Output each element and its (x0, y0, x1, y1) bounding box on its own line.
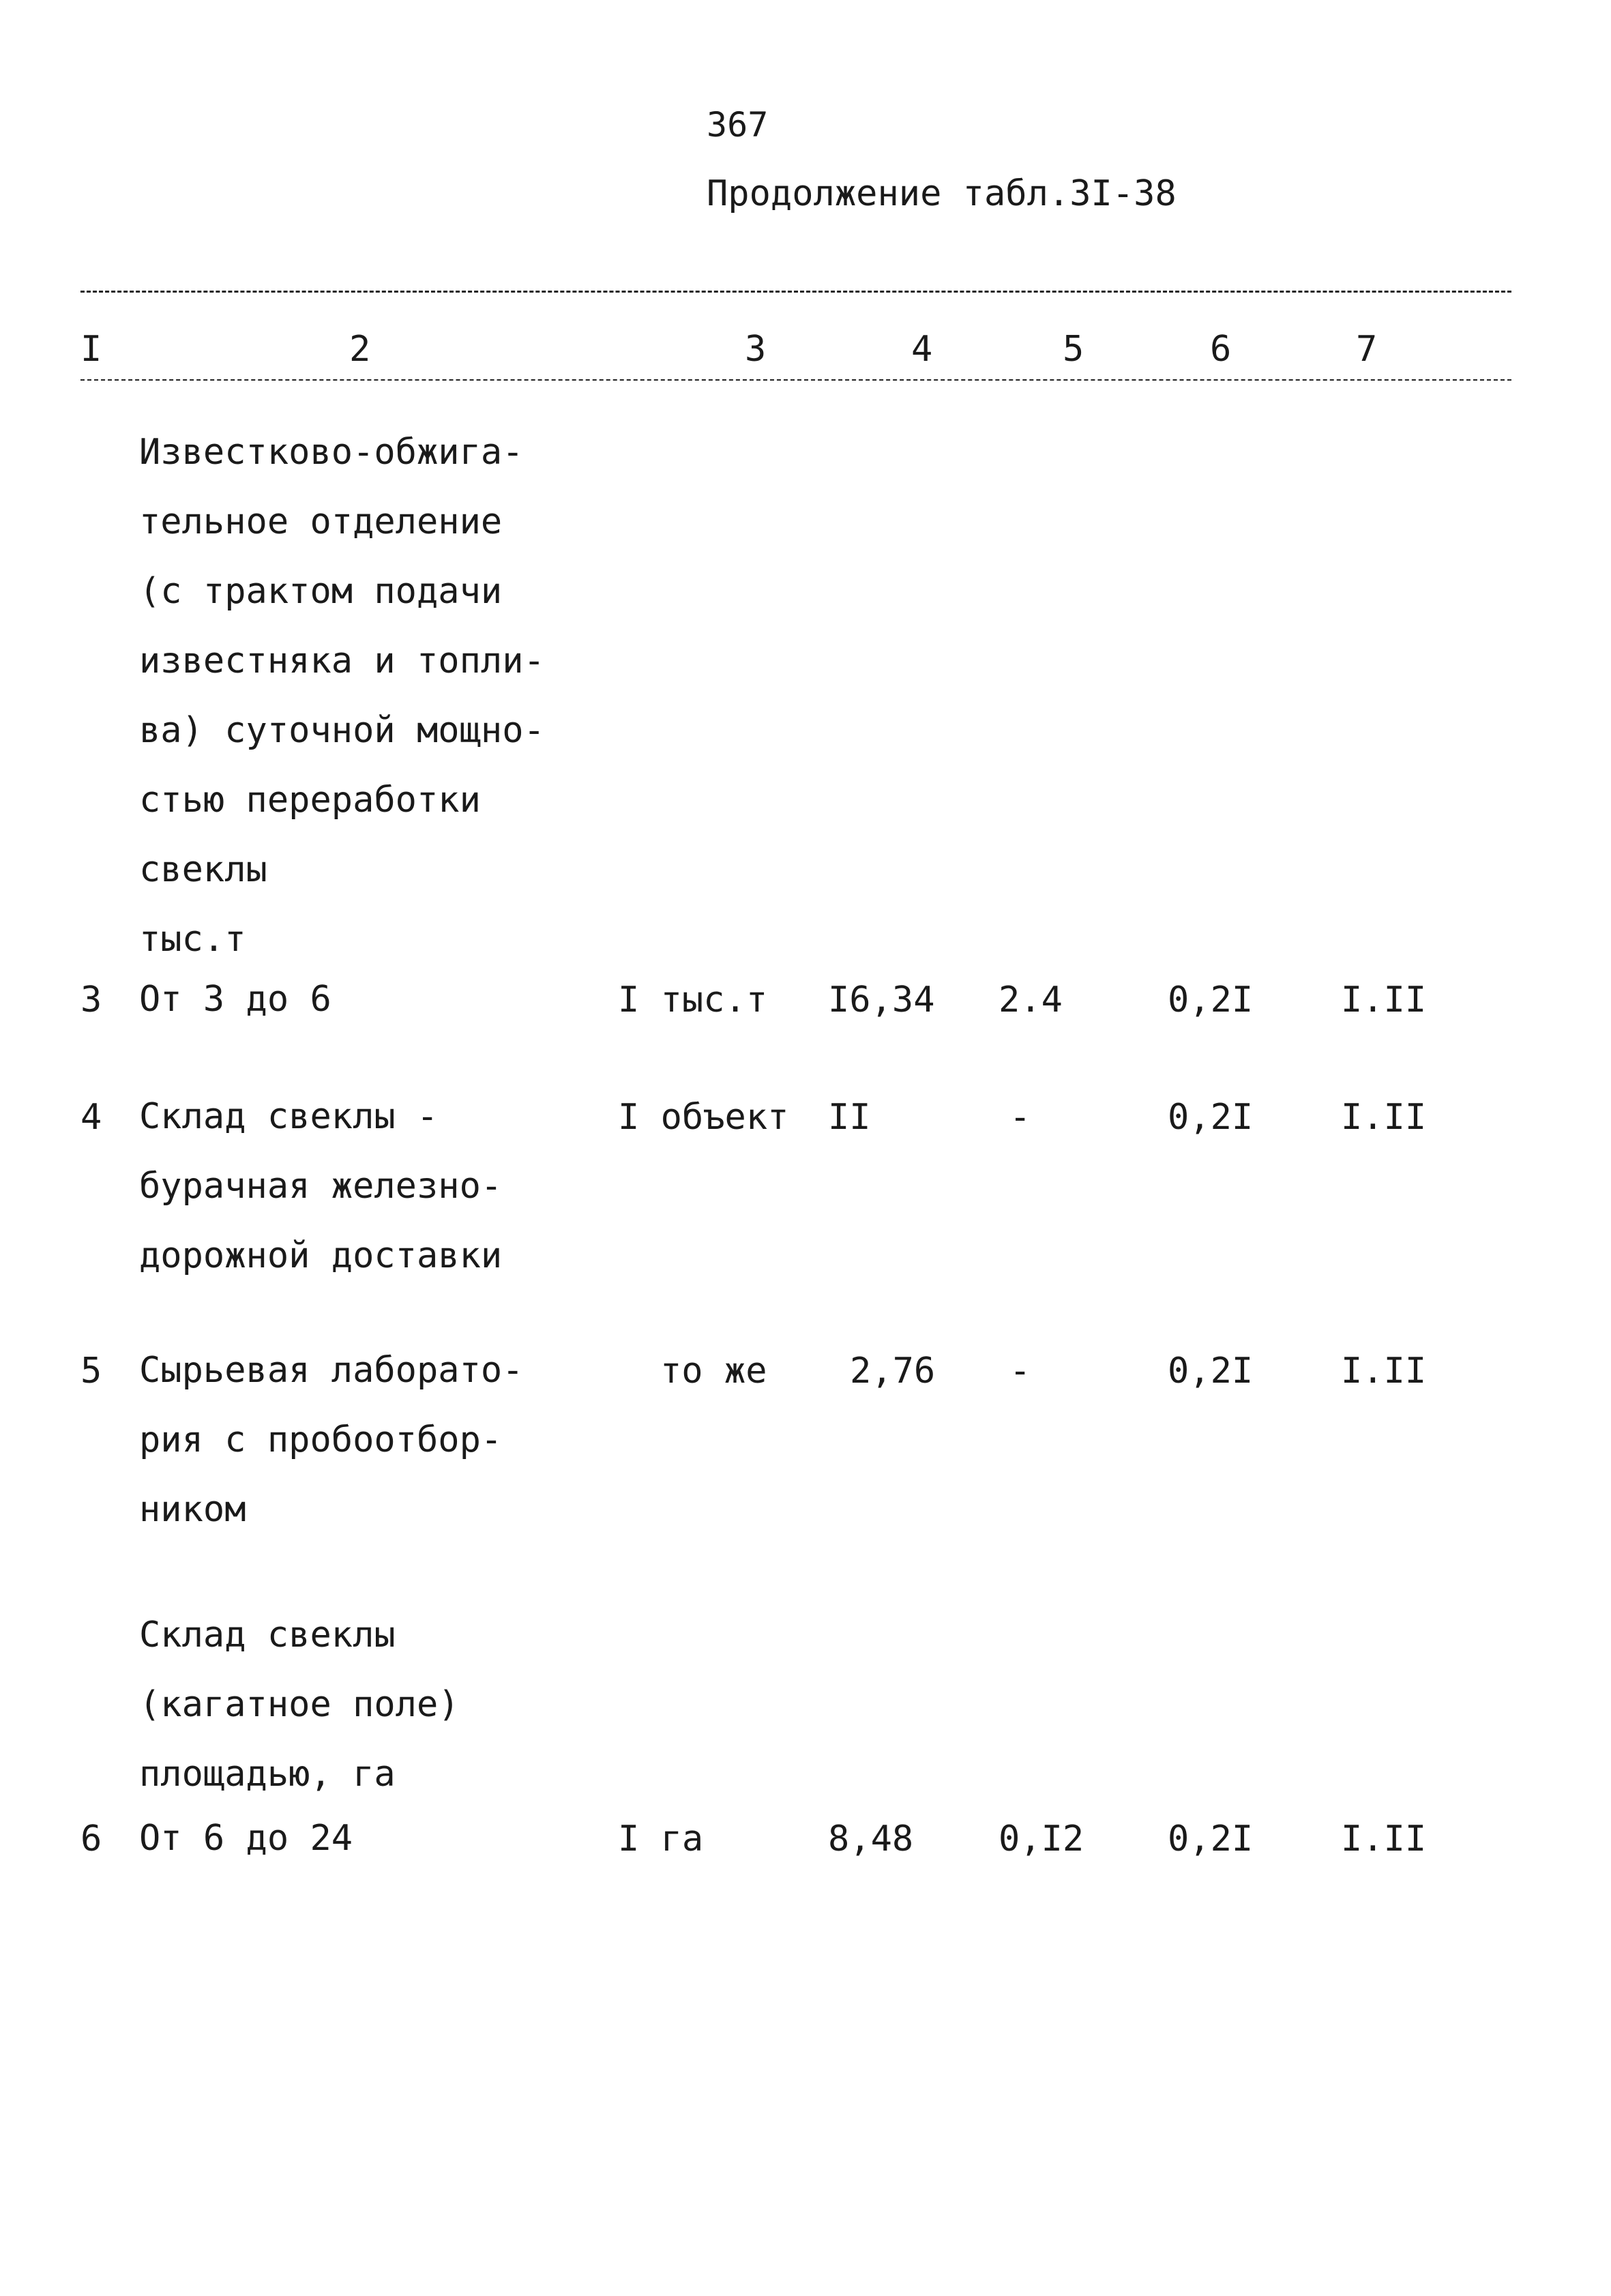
description-line: От 3 до 6 (139, 979, 331, 1020)
description-line: известняка и топли- (139, 641, 545, 681)
row-description (139, 1804, 562, 1873)
description-line: ником (139, 1489, 246, 1530)
row-col6: 0,2I (1168, 980, 1254, 1020)
description-line: Известково-обжига- (139, 432, 524, 473)
row-description (139, 1082, 562, 1291)
row-col4: II (828, 1097, 871, 1138)
table-top-rule (80, 291, 1511, 293)
description-line: стью переработки (139, 780, 481, 821)
description-line: тельное отделение (139, 501, 503, 542)
row-col6: 0,2I (1168, 1819, 1254, 1859)
row-number: 5 (80, 1351, 102, 1392)
description-line: бурачная железно- (139, 1166, 503, 1207)
row-col4: 2,76 (850, 1351, 936, 1392)
row-description (139, 1336, 562, 1544)
row-unit: I тыс.т (618, 980, 768, 1020)
description-line: рия с пробоотбор- (139, 1419, 503, 1460)
column-header-1: I (80, 329, 102, 370)
column-header-2: 2 (349, 329, 371, 370)
row-col4: 8,48 (828, 1819, 914, 1859)
row-col5: 0,I2 (999, 1819, 1084, 1859)
row-number: 3 (80, 980, 102, 1020)
row-col6: 0,2I (1168, 1097, 1254, 1138)
column-header-4: 4 (911, 329, 933, 370)
intro-description (139, 417, 562, 974)
description-line: площадью, га (139, 1754, 396, 1795)
row-col7: I.II (1341, 1097, 1427, 1138)
row-number: 6 (80, 1819, 102, 1859)
description-line: тыс.т (139, 919, 246, 960)
description-line: ва) суточной мощно- (139, 710, 545, 751)
row-col5: - (1009, 1351, 1031, 1392)
description-line: Склад свеклы - (139, 1096, 439, 1137)
row-number: 4 (80, 1097, 102, 1138)
row-description (139, 965, 562, 1034)
description-line: дорожной доставки (139, 1235, 503, 1276)
description-line: От 6 до 24 (139, 1818, 353, 1859)
row-col6: 0,2I (1168, 1351, 1254, 1392)
page-number: 367 (707, 105, 769, 145)
row-col7: I.II (1341, 980, 1427, 1020)
row-col7: I.II (1341, 1351, 1427, 1392)
row-unit: то же (660, 1351, 767, 1392)
table-continuation-title: Продолжение табл.3I-38 (707, 173, 1177, 214)
description-line: (кагатное поле) (139, 1684, 460, 1725)
description-line: Сырьевая лаборато- (139, 1350, 524, 1391)
warehouse-description (139, 1600, 562, 1809)
row-col5: 2.4 (999, 980, 1063, 1020)
column-header-7: 7 (1356, 329, 1378, 370)
table-header-rule (80, 379, 1511, 381)
description-line: Склад свеклы (139, 1615, 396, 1655)
description-line: (с трактом подачи (139, 571, 503, 612)
column-header-6: 6 (1210, 329, 1232, 370)
row-col4: I6,34 (828, 980, 935, 1020)
row-col7: I.II (1341, 1819, 1427, 1859)
row-unit: I га (618, 1819, 704, 1859)
row-unit: I объект (618, 1097, 789, 1138)
row-col5: - (1009, 1097, 1031, 1138)
description-line: свеклы (139, 849, 267, 890)
column-header-3: 3 (745, 329, 767, 370)
column-header-5: 5 (1063, 329, 1084, 370)
